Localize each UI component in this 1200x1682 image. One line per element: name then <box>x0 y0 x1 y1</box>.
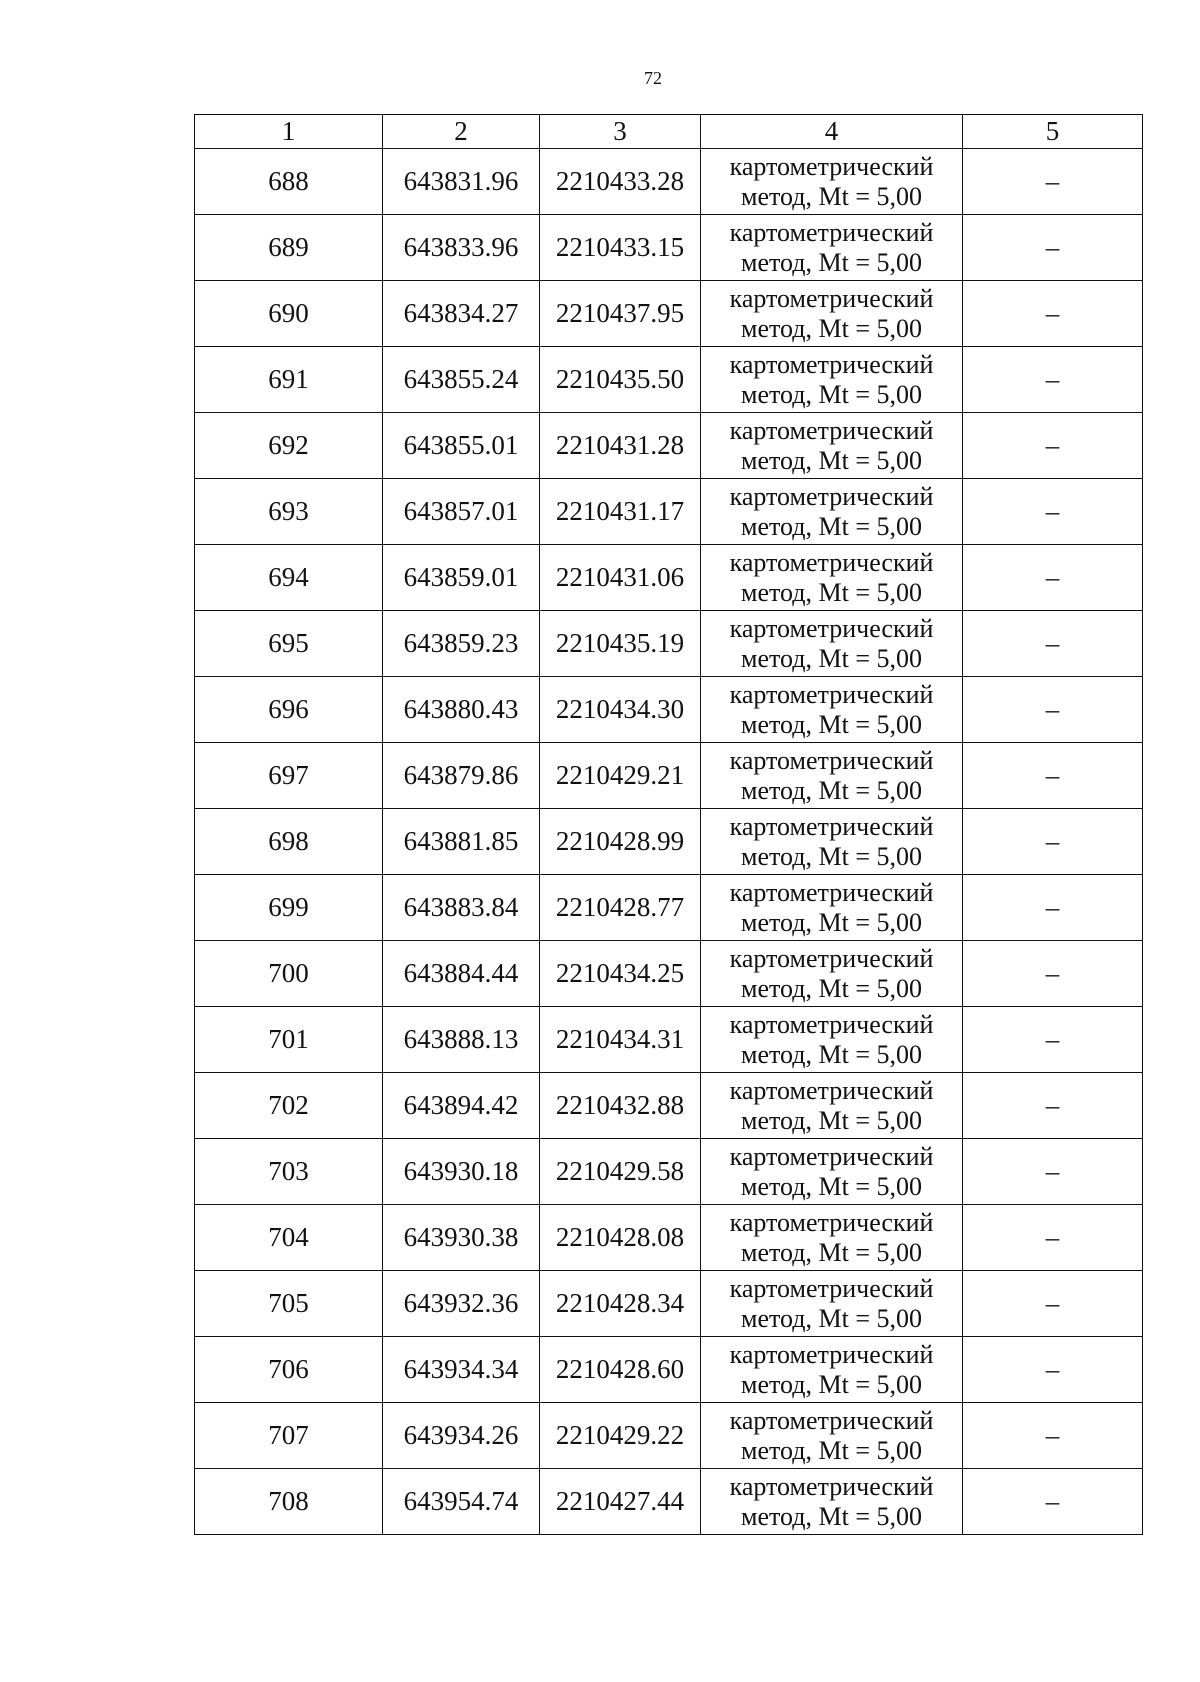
method-line-2: метод, Mt = 5,00 <box>741 1501 922 1531</box>
col5-cell: – <box>963 347 1143 413</box>
method-cell <box>701 413 963 479</box>
method-cell <box>701 1403 963 1469</box>
y-coordinate-cell: 2210429.58 <box>540 1139 701 1205</box>
method-line-2: метод, Mt = 5,00 <box>741 181 922 211</box>
method-line-1: картометрический <box>729 1471 934 1501</box>
point-number-cell: 690 <box>195 281 383 347</box>
method-line-2: метод, Mt = 5,00 <box>741 1039 922 1069</box>
table-header-row <box>195 115 1143 149</box>
y-coordinate-cell: 2210434.31 <box>540 1007 701 1073</box>
method-line-1: картометрический <box>729 943 934 973</box>
table-row <box>195 1337 1143 1403</box>
table-row <box>195 941 1143 1007</box>
col5-cell: – <box>963 743 1143 809</box>
col5-cell: – <box>963 281 1143 347</box>
y-coordinate-cell: 2210427.44 <box>540 1469 701 1535</box>
col5-cell: – <box>963 1205 1143 1271</box>
y-coordinate-cell: 2210431.28 <box>540 413 701 479</box>
method-line-1: картометрический <box>729 415 934 445</box>
point-number-cell: 695 <box>195 611 383 677</box>
table-row <box>195 1073 1143 1139</box>
method-line-1: картометрический <box>729 151 934 181</box>
method-cell <box>701 281 963 347</box>
point-number-cell: 691 <box>195 347 383 413</box>
method-cell <box>701 941 963 1007</box>
method-line-2: метод, Mt = 5,00 <box>741 1435 922 1465</box>
y-coordinate-cell: 2210428.34 <box>540 1271 701 1337</box>
point-number-cell: 698 <box>195 809 383 875</box>
method-cell <box>701 1271 963 1337</box>
method-line-1: картометрический <box>729 481 934 511</box>
point-number-cell: 697 <box>195 743 383 809</box>
table-row <box>195 611 1143 677</box>
col5-cell: – <box>963 149 1143 215</box>
point-number-cell: 700 <box>195 941 383 1007</box>
method-cell <box>701 809 963 875</box>
col5-cell: – <box>963 1469 1143 1535</box>
col5-cell: – <box>963 1007 1143 1073</box>
col5-cell: – <box>963 1073 1143 1139</box>
method-cell <box>701 1073 963 1139</box>
table-row <box>195 1205 1143 1271</box>
x-coordinate-cell: 643932.36 <box>383 1271 540 1337</box>
point-number-cell: 693 <box>195 479 383 545</box>
y-coordinate-cell: 2210432.88 <box>540 1073 701 1139</box>
x-coordinate-cell: 643883.84 <box>383 875 540 941</box>
method-line-1: картометрический <box>729 745 934 775</box>
y-coordinate-cell: 2210431.06 <box>540 545 701 611</box>
col5-cell: – <box>963 611 1143 677</box>
col5-cell: – <box>963 1337 1143 1403</box>
method-line-2: метод, Mt = 5,00 <box>741 511 922 541</box>
col5-cell: – <box>963 941 1143 1007</box>
method-line-1: картометрический <box>729 877 934 907</box>
method-cell <box>701 1469 963 1535</box>
method-line-2: метод, Mt = 5,00 <box>741 1237 922 1267</box>
col5-cell: – <box>963 215 1143 281</box>
y-coordinate-cell: 2210428.08 <box>540 1205 701 1271</box>
header-col-2: 2 <box>383 115 540 149</box>
method-line-2: метод, Mt = 5,00 <box>741 709 922 739</box>
point-number-cell: 699 <box>195 875 383 941</box>
method-line-1: картометрический <box>729 1075 934 1105</box>
x-coordinate-cell: 643834.27 <box>383 281 540 347</box>
method-line-1: картометрический <box>729 217 934 247</box>
y-coordinate-cell: 2210435.50 <box>540 347 701 413</box>
point-number-cell: 707 <box>195 1403 383 1469</box>
method-cell <box>701 677 963 743</box>
col5-cell: – <box>963 1271 1143 1337</box>
method-line-2: метод, Mt = 5,00 <box>741 445 922 475</box>
point-number-cell: 705 <box>195 1271 383 1337</box>
method-cell <box>701 1007 963 1073</box>
table-row <box>195 1007 1143 1073</box>
method-cell <box>701 611 963 677</box>
method-line-1: картометрический <box>729 1141 934 1171</box>
method-line-1: картометрический <box>729 1009 934 1039</box>
x-coordinate-cell: 643880.43 <box>383 677 540 743</box>
table-body <box>195 149 1143 1535</box>
point-number-cell: 689 <box>195 215 383 281</box>
x-coordinate-cell: 643855.01 <box>383 413 540 479</box>
table-row <box>195 413 1143 479</box>
col5-cell: – <box>963 413 1143 479</box>
col5-cell: – <box>963 479 1143 545</box>
method-cell <box>701 1205 963 1271</box>
method-line-2: метод, Mt = 5,00 <box>741 1105 922 1135</box>
table-row <box>195 1139 1143 1205</box>
method-line-1: картометрический <box>729 1207 934 1237</box>
method-line-2: метод, Mt = 5,00 <box>741 577 922 607</box>
y-coordinate-cell: 2210429.22 <box>540 1403 701 1469</box>
x-coordinate-cell: 643930.38 <box>383 1205 540 1271</box>
method-line-2: метод, Mt = 5,00 <box>741 775 922 805</box>
x-coordinate-cell: 643881.85 <box>383 809 540 875</box>
method-line-2: метод, Mt = 5,00 <box>741 841 922 871</box>
method-line-1: картометрический <box>729 1405 934 1435</box>
col5-cell: – <box>963 545 1143 611</box>
table-row <box>195 281 1143 347</box>
method-line-2: метод, Mt = 5,00 <box>741 643 922 673</box>
point-number-cell: 696 <box>195 677 383 743</box>
method-line-1: картометрический <box>729 613 934 643</box>
x-coordinate-cell: 643855.24 <box>383 347 540 413</box>
table-row <box>195 149 1143 215</box>
col5-cell: – <box>963 677 1143 743</box>
header-col-5: 5 <box>963 115 1143 149</box>
table-row <box>195 545 1143 611</box>
y-coordinate-cell: 2210429.21 <box>540 743 701 809</box>
method-line-2: метод, Mt = 5,00 <box>741 907 922 937</box>
method-cell <box>701 215 963 281</box>
col5-cell: – <box>963 809 1143 875</box>
point-number-cell: 706 <box>195 1337 383 1403</box>
table-row <box>195 1403 1143 1469</box>
method-line-2: метод, Mt = 5,00 <box>741 379 922 409</box>
x-coordinate-cell: 643857.01 <box>383 479 540 545</box>
point-number-cell: 701 <box>195 1007 383 1073</box>
method-line-1: картометрический <box>729 283 934 313</box>
y-coordinate-cell: 2210434.25 <box>540 941 701 1007</box>
x-coordinate-cell: 643884.44 <box>383 941 540 1007</box>
table-row <box>195 1469 1143 1535</box>
point-number-cell: 694 <box>195 545 383 611</box>
x-coordinate-cell: 643833.96 <box>383 215 540 281</box>
x-coordinate-cell: 643879.86 <box>383 743 540 809</box>
coordinates-table <box>194 114 1143 1535</box>
x-coordinate-cell: 643954.74 <box>383 1469 540 1535</box>
table-row <box>195 347 1143 413</box>
header-col-3: 3 <box>540 115 701 149</box>
col5-cell: – <box>963 1139 1143 1205</box>
method-cell <box>701 1337 963 1403</box>
method-line-1: картометрический <box>729 1339 934 1369</box>
y-coordinate-cell: 2210433.15 <box>540 215 701 281</box>
table-row <box>195 743 1143 809</box>
x-coordinate-cell: 643930.18 <box>383 1139 540 1205</box>
method-cell <box>701 1139 963 1205</box>
y-coordinate-cell: 2210428.60 <box>540 1337 701 1403</box>
y-coordinate-cell: 2210431.17 <box>540 479 701 545</box>
method-line-1: картометрический <box>729 1273 934 1303</box>
table-row <box>195 809 1143 875</box>
y-coordinate-cell: 2210433.28 <box>540 149 701 215</box>
x-coordinate-cell: 643934.26 <box>383 1403 540 1469</box>
x-coordinate-cell: 643859.23 <box>383 611 540 677</box>
method-cell <box>701 347 963 413</box>
point-number-cell: 692 <box>195 413 383 479</box>
method-line-2: метод, Mt = 5,00 <box>741 247 922 277</box>
y-coordinate-cell: 2210428.77 <box>540 875 701 941</box>
x-coordinate-cell: 643831.96 <box>383 149 540 215</box>
header-col-4: 4 <box>701 115 963 149</box>
method-line-2: метод, Mt = 5,00 <box>741 1303 922 1333</box>
method-line-1: картометрический <box>729 679 934 709</box>
method-cell <box>701 743 963 809</box>
table-row <box>195 875 1143 941</box>
table-row <box>195 677 1143 743</box>
table-row <box>195 479 1143 545</box>
y-coordinate-cell: 2210428.99 <box>540 809 701 875</box>
method-line-2: метод, Mt = 5,00 <box>741 1369 922 1399</box>
table-row <box>195 1271 1143 1337</box>
y-coordinate-cell: 2210434.30 <box>540 677 701 743</box>
x-coordinate-cell: 643859.01 <box>383 545 540 611</box>
method-line-2: метод, Mt = 5,00 <box>741 1171 922 1201</box>
method-cell <box>701 479 963 545</box>
point-number-cell: 708 <box>195 1469 383 1535</box>
x-coordinate-cell: 643934.34 <box>383 1337 540 1403</box>
y-coordinate-cell: 2210435.19 <box>540 611 701 677</box>
col5-cell: – <box>963 875 1143 941</box>
method-cell <box>701 875 963 941</box>
point-number-cell: 702 <box>195 1073 383 1139</box>
method-cell <box>701 545 963 611</box>
method-line-2: метод, Mt = 5,00 <box>741 313 922 343</box>
method-line-2: метод, Mt = 5,00 <box>741 973 922 1003</box>
method-line-1: картометрический <box>729 811 934 841</box>
x-coordinate-cell: 643894.42 <box>383 1073 540 1139</box>
y-coordinate-cell: 2210437.95 <box>540 281 701 347</box>
table-row <box>195 215 1143 281</box>
method-cell <box>701 149 963 215</box>
header-col-1: 1 <box>195 115 383 149</box>
x-coordinate-cell: 643888.13 <box>383 1007 540 1073</box>
point-number-cell: 704 <box>195 1205 383 1271</box>
method-line-1: картометрический <box>729 349 934 379</box>
point-number-cell: 703 <box>195 1139 383 1205</box>
method-line-1: картометрический <box>729 547 934 577</box>
page-number: 72 <box>644 68 662 88</box>
col5-cell: – <box>963 1403 1143 1469</box>
point-number-cell: 688 <box>195 149 383 215</box>
